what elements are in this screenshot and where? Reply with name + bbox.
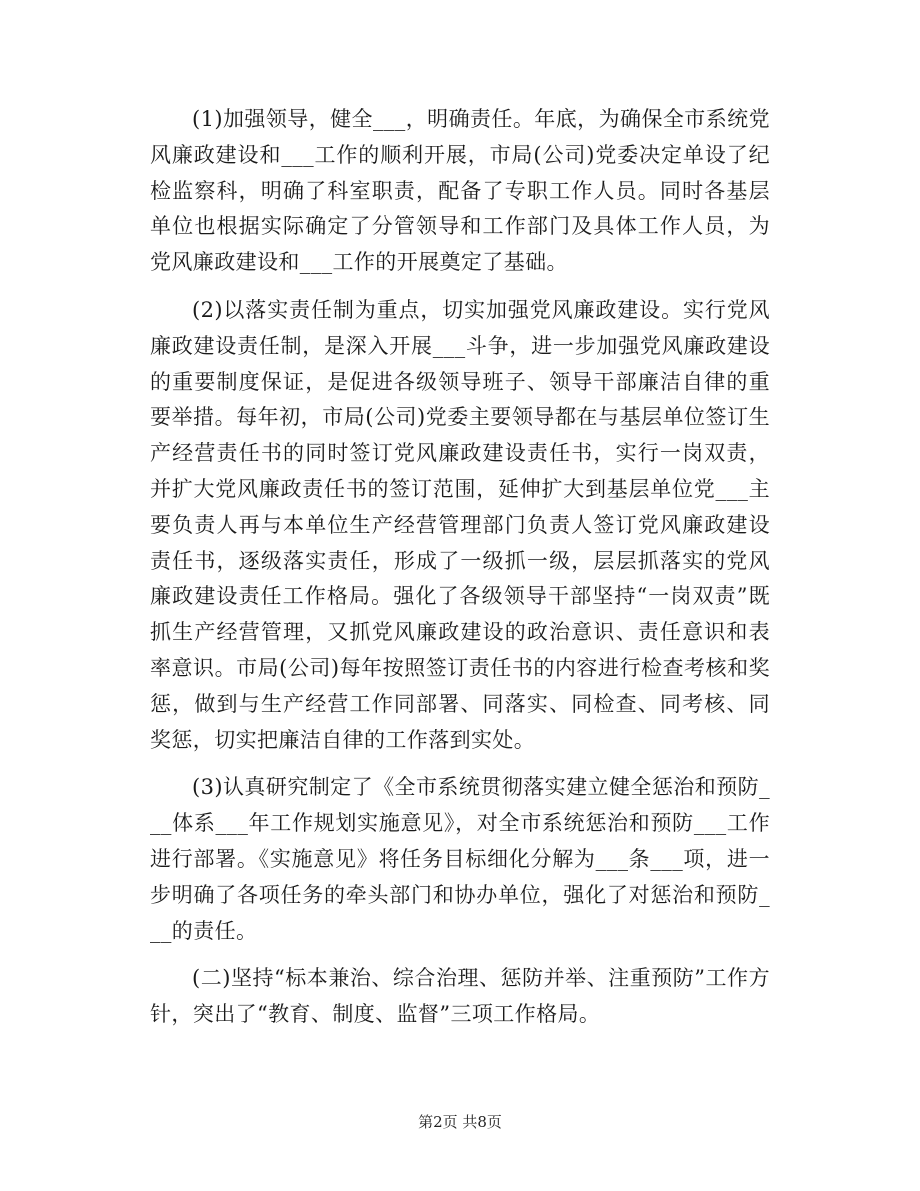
document-body [150,102,770,1045]
page-number-footer: 第2页 共8页 [418,1113,502,1131]
paragraph-4: (二)坚持“标本兼治、综合治理、惩防并举、注重预防”工作方针，突出了“教育、制度、监督”三项工作格局。 [150,966,770,1027]
paragraph-2: (2)以落实责任制为重点，切实加强党风廉政建设。实行党风廉政建设责任制，是深入开展___斗争，进一步加强党风廉政建设的重要制度保证，是促进各级领导班子、领导干部廉洁自律的重要举措。每年初，市局(公司)党委主要领导都在与基层单位签订生产经营责任书的同时签订党风廉政建设责任书，实行一岗双责，并扩大党风廉政责任书的签订范围，延伸扩大到基层单位党___主要负责人再与本单位生产经营管理部门负责人签订党风廉政建设责任书，逐级落实责任，形成了一级抓一级，层层抓落实的党风廉政建设责任工作格局。强化了各级领导干部坚持“一岗双责”既抓生产经营管理，又抓党风廉政建设的政治意识、责任意识和表率意识。市局(公司)每年按照签订责任书的内容进行检查考核和奖惩，做到与生产经营工作同部署、同落实、同检查、同考核、同奖惩，切实把廉洁自律的工作落到实处。 [150,297,770,752]
paragraph-3: (3)认真研究制定了《全市系统贯彻落实建立健全惩治和预防___体系___年工作规划实施意见》，对全市系统惩治和预防___工作进行部署。《实施意见》将任务目标细化分解为___条___项，进一步明确了各项任务的牵头部门和协办单位，强化了对惩治和预防___的责任。 [150,775,770,943]
paragraph-1: (1)加强领导，健全___，明确责任。年底，为确保全市系统党风廉政建设和___工作的顺利开展，市局(公司)党委决定单设了纪检监察科，明确了科室职责，配备了专职工作人员。同时各基层单位也根据实际确定了分管领导和工作部门及具体工作人员，为党风廉政建设和___工作的开展奠定了基础。 [150,107,770,275]
